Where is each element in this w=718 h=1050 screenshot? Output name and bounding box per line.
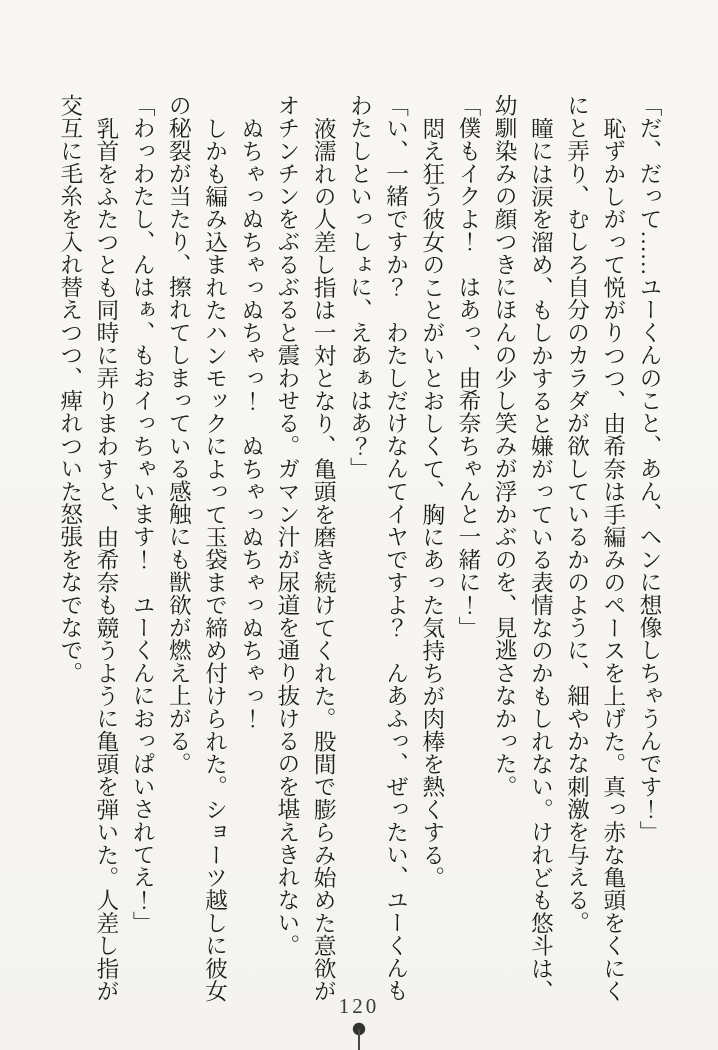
vertical-text-block bbox=[52, 94, 667, 1006]
page-number: 120 bbox=[338, 994, 380, 1018]
text-line: 「い、一緒ですか？ わたしだけなんてイヤですよ？ んあふっ、ぜったい、ユーくんも bbox=[383, 94, 409, 1002]
text-line: の秘裂が当たり、擦れてしまっている感触にも獣欲が燃え上がる。 bbox=[166, 94, 192, 775]
text-line: 「僕もイクよ！ はあっ、由希奈ちゃんと一緒に！」 bbox=[455, 94, 481, 639]
text-line: 悶え狂う彼女のことがいとおしくて、胸にあった気持ちが肉棒を熱くする。 bbox=[419, 116, 445, 889]
pin-ornament-icon bbox=[349, 1022, 369, 1050]
text-line: わたしといっしょに、えあぁはあ？」 bbox=[347, 94, 373, 480]
text-line: にと弄り、むしろ自分のカラダが欲しているかのように、細やかな刺激を与える。 bbox=[564, 94, 590, 934]
text-line: 「わっわたし、んはぁ、もおイっちゃいます！ ユーくんにおっぱいされてえ！」 bbox=[130, 94, 156, 934]
text-line: 乳首をふたつとも同時に弄りまわすと、由希奈も競うように亀頭を弾いた。人差し指が bbox=[93, 116, 119, 1002]
text-line: 液濡れの人差し指は一対となり、亀頭を磨き続けてくれた。股間で膨らみ始めた意欲が bbox=[311, 116, 337, 1002]
text-line: 恥ずかしがって悦がりつつ、由希奈は手編みのペースを上げた。真っ赤な亀頭をくにく bbox=[600, 116, 626, 1002]
text-line: 瞳には涙を溜め、もしかすると嫌がっている表情なのかもしれない。けれども悠斗は、 bbox=[528, 116, 554, 1002]
text-line: ぬちゃっぬちゃっぬちゃっ！ ぬちゃっぬちゃっぬちゃっ！ bbox=[238, 116, 264, 730]
text-line: オチンチンをぶるぶると震わせる。ガマン汁が尿道を通り抜けるのを堪えきれない。 bbox=[274, 94, 300, 957]
text-line: 「だ、だって……ユーくんのこと、あん、ヘンに想像しちゃうんです！」 bbox=[637, 94, 662, 844]
text-line: 幼馴染みの顔つきにほんの少し笑みが浮かぶのを、見逃さなかった。 bbox=[492, 94, 518, 798]
text-line: しかも編み込まれたハンモックによって玉袋まで締め付けられた。ショーツ越しに彼女 bbox=[202, 116, 228, 1002]
text-line: 交互に毛糸を入れ替えつつ、痺れついた怒張をなでなで。 bbox=[57, 94, 83, 685]
